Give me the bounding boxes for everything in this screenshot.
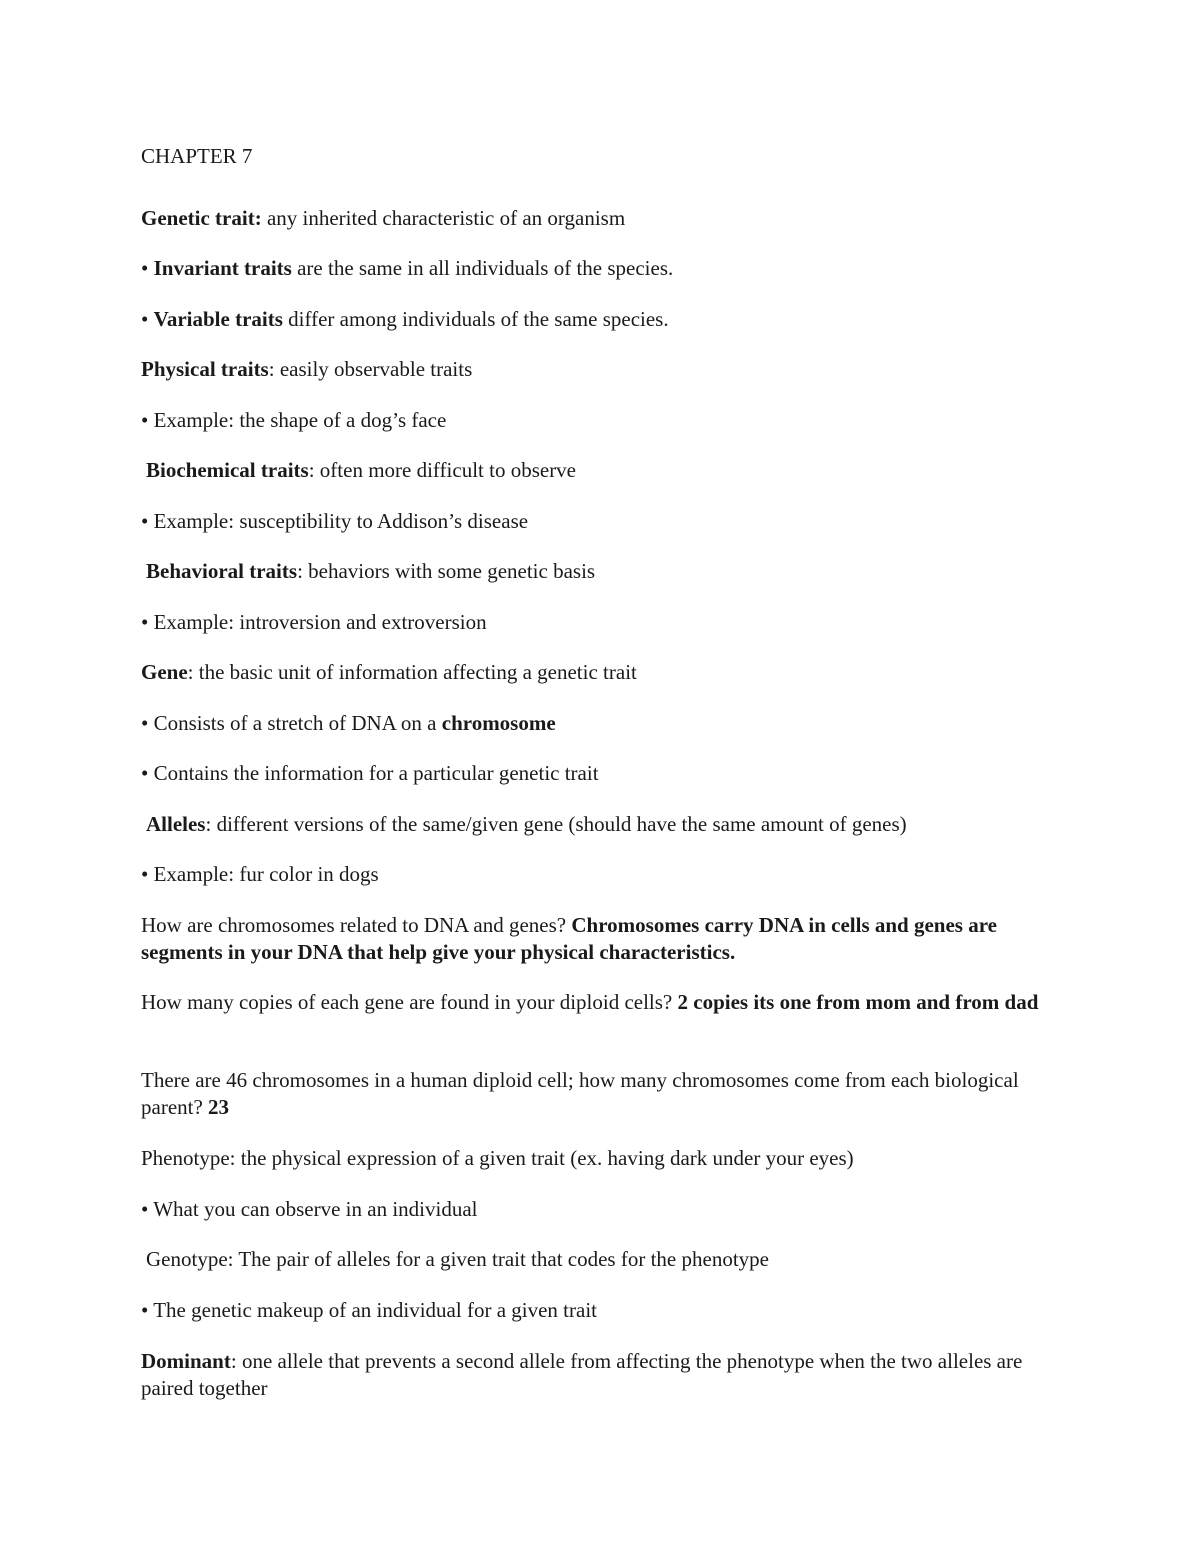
definition-phenotype [141, 1145, 854, 1172]
bullet-text: Example: fur color in dogs [153, 862, 379, 886]
bullet-chromosome [141, 710, 556, 737]
definition-physical-traits [141, 356, 472, 383]
term: Alleles [146, 812, 206, 836]
term: chromosome [441, 711, 556, 735]
term: Dominant [141, 1349, 231, 1373]
bullet-example-fur-color [141, 861, 379, 888]
bullet-glyph: • [141, 408, 154, 432]
bullet-text: differ among individuals of the same species. [282, 307, 669, 331]
term: Gene [141, 660, 188, 684]
question-chromosome-count [141, 1067, 1061, 1121]
bullet-text: Contains the information for a particular genetic trait [153, 761, 599, 785]
answer-text: Chromosomes carry DNA in cells and genes are segments in your DNA that help give your physical characteristics. [141, 913, 997, 964]
definition-text: : one allele that prevents a second allele from affecting the phenotype when the two alleles are paired together [141, 1349, 1023, 1400]
question-gene-copies [141, 989, 1061, 1016]
definition-text: any inherited characteristic of an organism [261, 206, 626, 230]
definition-text: Genotype: The pair of alleles for a given trait that codes for the phenotype [146, 1247, 769, 1271]
bullet-invariant-traits [141, 255, 673, 282]
answer-text: 2 copies its one from mom and from dad [677, 990, 1039, 1014]
definition-dominant [141, 1348, 1061, 1402]
term: Invariant traits [153, 256, 292, 280]
bullet-glyph: • [141, 610, 154, 634]
bullet-contains-information [141, 760, 599, 787]
bullet-glyph: • [141, 307, 154, 331]
term: Biochemical traits [146, 458, 309, 482]
term: Genetic trait: [141, 206, 262, 230]
bullet-glyph: • [141, 711, 154, 735]
definition-text: : easily observable traits [268, 357, 473, 381]
bullet-variable-traits [141, 306, 669, 333]
definition-alleles [146, 811, 907, 838]
definition-gene [141, 659, 637, 686]
bullet-glyph: • [141, 509, 154, 533]
chapter-heading [141, 143, 252, 170]
bullet-text: are the same in all individuals of the species. [291, 256, 674, 280]
question-chromosomes-dna [141, 912, 1061, 966]
bullet-observe-individual [141, 1196, 477, 1223]
definition-genetic-trait [141, 205, 625, 232]
definition-text: Phenotype: the physical expression of a given trait (ex. having dark under your eyes) [141, 1146, 854, 1170]
term: Variable traits [153, 307, 283, 331]
bullet-example-addisons [141, 508, 528, 535]
question-text: How are chromosomes related to DNA and genes? [141, 913, 572, 937]
chapter-heading-text: CHAPTER 7 [141, 144, 253, 168]
bullet-text: The genetic makeup of an individual for a given trait [153, 1298, 597, 1322]
answer-text: 23 [208, 1095, 230, 1119]
bullet-glyph: • [141, 862, 154, 886]
bullet-genetic-makeup [141, 1297, 597, 1324]
bullet-example-introversion [141, 609, 487, 636]
bullet-text: Example: introversion and extroversion [153, 610, 487, 634]
definition-text: : often more difficult to observe [308, 458, 577, 482]
bullet-text: Consists of a stretch of DNA on a [153, 711, 442, 735]
bullet-text: Example: susceptibility to Addison’s disease [153, 509, 529, 533]
bullet-text: What you can observe in an individual [153, 1197, 478, 1221]
definition-biochemical-traits [146, 457, 576, 484]
term: Behavioral traits [146, 559, 298, 583]
definition-behavioral-traits [146, 558, 595, 585]
definition-text: : different versions of the same/given gene (should have the same amount of genes) [205, 812, 907, 836]
bullet-glyph: • [141, 1298, 154, 1322]
question-text: There are 46 chromosomes in a human diploid cell; how many chromosomes come from each biological parent? [141, 1068, 1019, 1119]
bullet-glyph: • [141, 1197, 154, 1221]
term: Physical traits [141, 357, 269, 381]
question-text: How many copies of each gene are found in your diploid cells? [141, 990, 678, 1014]
bullet-text: Example: the shape of a dog’s face [153, 408, 447, 432]
definition-text: : the basic unit of information affecting a genetic trait [187, 660, 637, 684]
definition-text: : behaviors with some genetic basis [297, 559, 596, 583]
definition-genotype [146, 1246, 769, 1273]
bullet-glyph: • [141, 256, 154, 280]
bullet-example-dog-face [141, 407, 446, 434]
bullet-glyph: • [141, 761, 154, 785]
